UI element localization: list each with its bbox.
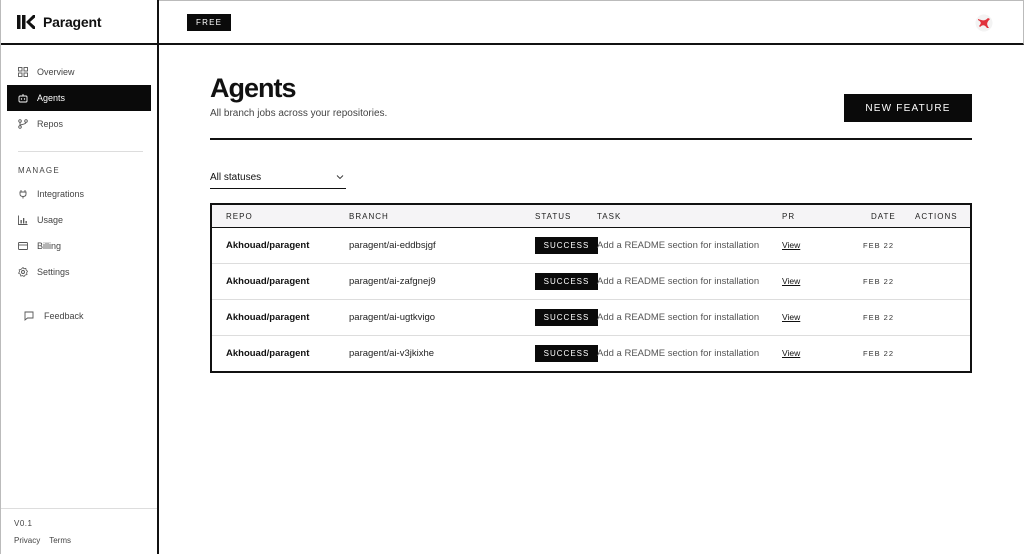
manage-section-title: MANAGE — [18, 166, 60, 175]
task-cell: Add a README section for installation — [597, 348, 760, 359]
topbar — [159, 0, 1024, 45]
repo-cell: Akhouad/paragent — [226, 276, 310, 287]
sidebar-item-label: Billing — [37, 241, 62, 251]
sidebar-item-label: Settings — [37, 267, 70, 277]
branch-cell: paragent/ai-eddbsjgf — [349, 240, 436, 251]
status-badge: SUCCESS — [535, 309, 598, 326]
app-version: V0.1 — [14, 519, 33, 528]
git-branch-icon — [18, 119, 28, 129]
terms-link[interactable]: Terms — [49, 536, 72, 545]
pr-view-link[interactable]: View — [782, 348, 801, 358]
sidebar-item-label: Feedback — [44, 311, 84, 321]
branch-cell: paragent/ai-zafgnej9 — [349, 276, 436, 287]
sidebar-item-feedback[interactable] — [7, 303, 151, 329]
task-cell: Add a README section for installation — [597, 276, 760, 287]
table-row[interactable] — [212, 336, 970, 372]
chevron-down-icon — [336, 174, 344, 180]
column-header-actions: ACTIONS — [915, 212, 958, 221]
sidebar-item-repos[interactable] — [7, 111, 151, 137]
header-divider — [210, 138, 972, 140]
main-nav — [1, 45, 157, 329]
column-header-status: STATUS — [535, 212, 572, 221]
date-cell: FEB 22 — [863, 349, 895, 358]
task-cell: Add a README section for installation — [597, 312, 760, 323]
repo-cell: Akhouad/paragent — [226, 312, 310, 323]
new-feature-button[interactable]: NEW FEATURE — [844, 94, 972, 122]
task-cell: Add a README section for installation — [597, 240, 760, 251]
pr-view-link[interactable]: View — [782, 240, 801, 250]
branch-cell: paragent/ai-ugtkvigo — [349, 312, 436, 323]
brand[interactable] — [1, 0, 157, 45]
status-filter-value: All statuses — [210, 171, 262, 183]
column-header-branch: BRANCH — [349, 212, 389, 221]
sidebar-item-integrations[interactable] — [7, 181, 151, 207]
sidebar-footer — [1, 508, 157, 554]
sidebar-item-overview[interactable] — [7, 59, 151, 85]
grid-icon — [18, 67, 28, 77]
sidebar-item-label: Repos — [37, 119, 64, 129]
sidebar-item-billing[interactable] — [7, 233, 151, 259]
table-row[interactable] — [212, 300, 970, 336]
agents-table — [210, 203, 972, 373]
sidebar-item-label: Integrations — [37, 189, 85, 199]
robot-icon — [18, 93, 28, 103]
status-badge: SUCCESS — [535, 237, 598, 254]
sidebar-item-agents[interactable] — [7, 85, 151, 111]
sidebar-item-label: Usage — [37, 215, 64, 225]
sidebar-item-settings[interactable] — [7, 259, 151, 285]
date-cell: FEB 22 — [863, 313, 895, 322]
bar-chart-icon — [18, 215, 28, 225]
pr-view-link[interactable]: View — [782, 312, 801, 322]
date-cell: FEB 22 — [863, 241, 895, 250]
branch-cell: paragent/ai-v3jkixhe — [349, 348, 435, 359]
table-header — [212, 205, 970, 228]
sidebar-item-label: Agents — [37, 93, 66, 103]
page-title: Agents — [210, 73, 296, 103]
paragent-logo-icon — [17, 15, 35, 29]
credit-card-icon — [18, 241, 28, 251]
status-badge: SUCCESS — [535, 345, 598, 362]
sidebar — [0, 0, 159, 554]
message-icon — [24, 311, 34, 321]
repo-cell: Akhouad/paragent — [226, 348, 310, 359]
date-cell: FEB 22 — [863, 277, 895, 286]
sidebar-divider — [18, 151, 143, 152]
plug-icon — [18, 189, 28, 199]
gear-icon — [18, 267, 28, 277]
sidebar-item-label: Overview — [37, 67, 75, 77]
column-header-date: DATE — [871, 212, 896, 221]
repo-cell: Akhouad/paragent — [226, 240, 310, 251]
page-subtitle: All branch jobs across your repositories. — [210, 108, 388, 119]
table-row[interactable] — [212, 228, 970, 264]
column-header-repo: REPO — [226, 212, 253, 221]
brand-name: Paragent — [43, 13, 102, 30]
column-header-task: TASK — [597, 212, 622, 221]
status-filter-select[interactable] — [210, 166, 346, 189]
pr-view-link[interactable]: View — [782, 276, 801, 286]
sidebar-item-usage[interactable] — [7, 207, 151, 233]
plan-badge: FREE — [187, 14, 231, 31]
privacy-link[interactable]: Privacy — [14, 536, 41, 545]
table-row[interactable] — [212, 264, 970, 300]
column-header-pr: PR — [782, 212, 796, 221]
user-avatar-icon[interactable] — [975, 14, 993, 32]
status-badge: SUCCESS — [535, 273, 598, 290]
